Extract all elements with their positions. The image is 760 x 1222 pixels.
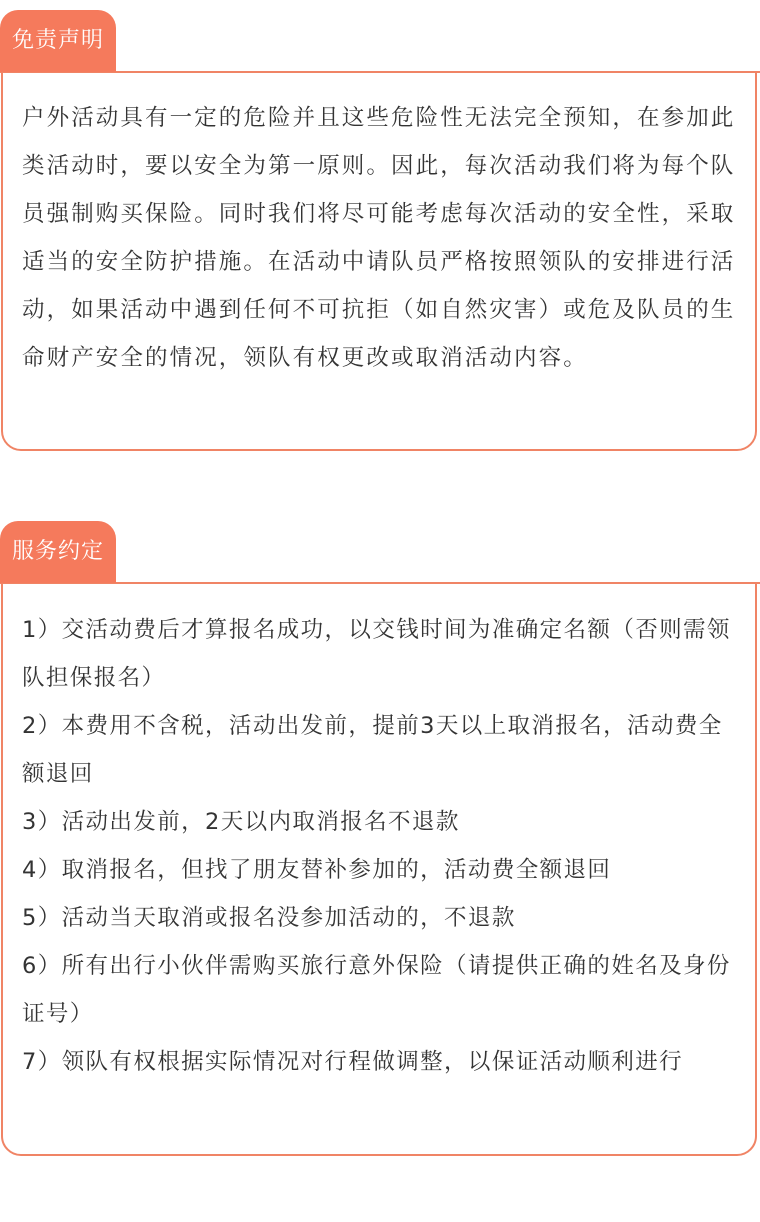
service-list [22, 606, 738, 1086]
service-section [0, 521, 760, 1157]
service-title: 服务约定 [0, 521, 116, 583]
service-item-5: 5）活动当天取消或报名没参加活动的，不退款 [22, 905, 516, 931]
service-item-6: 6）所有出行小伙伴需购买旅行意外保险（请提供正确的姓名及身份证号） [22, 953, 731, 1027]
service-item-3: 3）活动出发前，2天以内取消报名不退款 [22, 809, 460, 835]
service-item-2: 2）本费用不含税，活动出发前，提前3天以上取消报名，活动费全额退回 [22, 713, 723, 787]
disclaimer-title: 免责声明 [0, 10, 116, 72]
disclaimer-text: 户外活动具有一定的危险并且这些危险性无法完全预知，在参加此类活动时，要以安全为第一原则。因此，每次活动我们将为每个队员强制购买保险。同时我们将尽可能考虑每次活动的安全性，采取适当的安全防护措施。在活动中请队员严格按照领队的安排进行活动，如果活动中遇到任何不可抗拒（如自然灾害）或危及队员的生命财产安全的情况，领队有权更改或取消活动内容。 [22, 105, 736, 371]
service-item-4: 4）取消报名，但找了朋友替补参加的，活动费全额退回 [22, 857, 612, 883]
disclaimer-section [0, 10, 760, 452]
service-item-7: 7）领队有权根据实际情况对行程做调整，以保证活动顺利进行 [22, 1049, 684, 1075]
service-item-1: 1）交活动费后才算报名成功，以交钱时间为准确定名额（否则需领队担保报名） [22, 617, 731, 691]
